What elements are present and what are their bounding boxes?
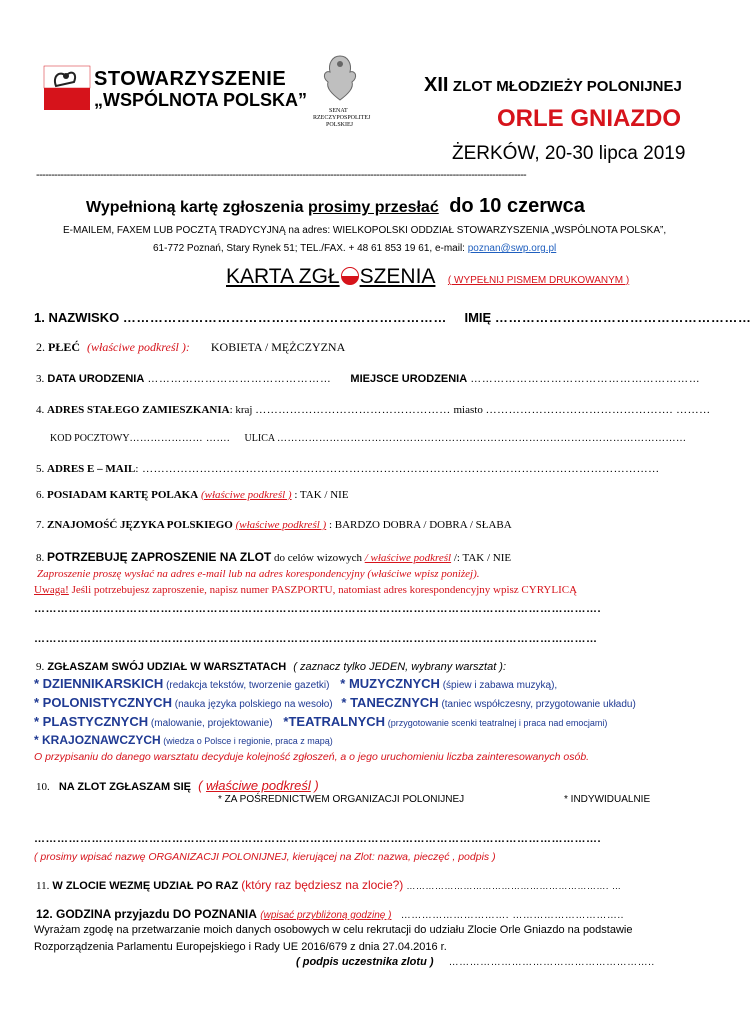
field-registration-row xyxy=(36,778,319,793)
workshop-option-dziennikarskie[interactable]: * DZIENNIKARSKICH (redakcja tekstów, tworzenie gazetki) xyxy=(34,676,330,691)
country-label: : kraj xyxy=(229,404,253,416)
workshop-desc: (przygotowanie scenki teatralnej i praca nad emocjami) xyxy=(387,718,608,728)
header-divider: ---------------------------------------------------------------------------------------------------------------------------------------------------------------- xyxy=(36,169,527,181)
field-gender-row xyxy=(36,340,345,355)
country-input[interactable]: …………………………………………… xyxy=(255,404,451,416)
workshop-option-row-3 xyxy=(34,714,607,729)
send-instruction xyxy=(86,195,585,218)
organization-note: ( prosimy wpisać nazwę ORGANIZACJI POLONIJNEJ, kierującej na Zlot: nazwa, pieczęć , podpis ) xyxy=(34,851,496,863)
registration-hint xyxy=(198,778,319,793)
invitation-input-2[interactable]: ………………………………………………………………………………………………………………………………… xyxy=(34,633,598,645)
field-times-row xyxy=(36,878,621,892)
address-num: 4. xyxy=(36,404,45,416)
field-arrival-row xyxy=(36,907,624,921)
street-label: ULICA xyxy=(244,433,275,444)
workshop-desc: (śpiew i zabawa muzyką), xyxy=(442,680,558,691)
workshop-option-krajoznawcze[interactable]: * KRAJOZNAWCZYCH (wiedza o Polsce i regionie, praca z mapą) xyxy=(34,733,333,747)
consent-line-1: Wyrażam zgodę na przetwarzanie moich danych osobowych w celu rekrutacji do udziału Zlocie Orle Gniazdo na podstawie xyxy=(34,924,633,936)
invitation-mid: do celów wizowych xyxy=(273,552,362,564)
workshop-name: PLASTYCZNYCH xyxy=(42,714,149,729)
form-title-note: ( WYPEŁNIJ PISMEM DRUKOWANYM ) xyxy=(447,275,630,286)
registration-num: 10. xyxy=(36,781,50,793)
birth-date-input[interactable]: ………………………………………… xyxy=(147,373,332,385)
city-input[interactable]: …………………………………………. ……… xyxy=(485,404,711,416)
field-surname-row xyxy=(34,310,751,325)
form-title-b: SZENIA xyxy=(359,265,436,288)
workshop-desc: (nauka języka polskiego na wesoło) xyxy=(174,699,333,710)
karta-label: POSIADAM KARTĘ POLAKA xyxy=(47,489,199,501)
field-postcode-row xyxy=(50,433,687,444)
form-title xyxy=(226,265,629,289)
times-num: 11. xyxy=(36,880,50,892)
gender-num: 2. xyxy=(36,340,45,354)
invitation-num: 8. xyxy=(36,552,45,564)
workshop-note: O przypisaniu do danego warsztatu decyduje kolejność zgłoszeń, a o jego uruchomieniu liczba zainteresowanych osób. xyxy=(34,751,590,763)
event-number: XII xyxy=(424,74,449,96)
gender-hint: (właściwe podkreśl ): xyxy=(87,340,190,354)
poland-flag-icon xyxy=(341,267,359,285)
invitation-note-1: Zaproszenie proszę wysłać na adres e-mail lub na adres korespondencyjny (właściwe wpisz poniżej). xyxy=(37,568,480,580)
workshop-option-muzyczne[interactable]: * MUZYCZNYCH (śpiew i zabawa muzyką), xyxy=(340,676,558,691)
surname-input[interactable]: ……………………………………………………………… xyxy=(122,310,447,325)
senate-eagle-icon xyxy=(318,52,362,104)
workshop-desc: (wiedza o Polsce i regionie, praca z mapą) xyxy=(163,736,333,746)
senate-text-1: SENAT xyxy=(329,108,348,114)
address-line-2-text: 61-772 Poznań, Stary Rynek 51; TEL./FAX. + 48 61 853 19 61, e-mail: xyxy=(153,243,465,254)
consent-line-2: Rozporządzenia Parlamentu Europejskiego i Rady UE 2016/679 z dnia 27.04.2016 r. xyxy=(34,941,447,953)
org-name-line2: „WSPÓLNOTA POLSKA” xyxy=(94,90,307,110)
gender-options[interactable]: KOBIETA / MĘŻCZYZNA xyxy=(210,340,346,354)
karta-num: 6. xyxy=(36,489,45,501)
org-name-line1: STOWARZYSZENIE xyxy=(94,68,287,90)
address-line-2 xyxy=(153,243,556,254)
karta-options[interactable]: : TAK / NIE xyxy=(294,489,349,501)
hint-close: ) xyxy=(310,778,319,793)
workshop-name: POLONISTYCZNYCH xyxy=(42,695,172,710)
workshop-num: 9. xyxy=(36,661,45,673)
birth-date-label: DATA URODZENIA xyxy=(47,373,145,385)
invitation-hint: / właściwe podkreśl xyxy=(364,552,452,564)
email-input[interactable]: : ……………………………………………………………………………………………………………………… xyxy=(135,463,660,475)
birth-num: 3. xyxy=(36,373,45,385)
workshop-desc: (taniec współczesny, przygotowanie układu) xyxy=(441,699,636,710)
karta-hint: (właściwe podkreśl ) xyxy=(200,489,292,501)
workshop-name: TANECZNYCH xyxy=(350,695,439,710)
senate-text-2: RZECZYPOSPOLITEJ xyxy=(313,115,371,121)
times-hint: (który raz będziesz na zlocie?) xyxy=(241,878,404,892)
invitation-options[interactable]: /: TAK / NIE xyxy=(453,552,512,564)
language-options[interactable]: : BARDZO DOBRA / DOBRA / SŁABA xyxy=(328,519,512,531)
email-label: ADRES E – MAIL xyxy=(47,463,136,475)
organization-input[interactable]: …………………………………………………………………………………………………………………………………. xyxy=(34,833,602,845)
workshop-option-polonistyczne[interactable]: * POLONISTYCZNYCH (nauka języka polskiego na wesoło) xyxy=(34,695,333,710)
workshop-option-row-2 xyxy=(34,695,636,710)
field-karta-polaka-row xyxy=(36,489,349,501)
workshop-hint: ( zaznacz tylko JEDEN, wybrany warsztat ): xyxy=(293,661,507,673)
email-num: 5. xyxy=(36,463,45,475)
registration-label: NA ZLOT ZGŁASZAM SIĘ xyxy=(58,781,192,793)
swp-logo-icon xyxy=(44,66,90,110)
workshop-option-taneczne[interactable]: * TANECZNYCH (taniec współczesny, przygotowanie układu) xyxy=(341,695,636,710)
birth-place-label: MIEJSCE URODZENIA xyxy=(350,373,468,385)
field-email-row xyxy=(36,463,660,475)
street-input[interactable]: ……………………………………………………………………………………………………… xyxy=(277,433,687,444)
workshop-name: KRAJOZNAWCZYCH xyxy=(42,733,161,747)
language-hint: (właściwe podkreśl ) xyxy=(235,519,327,531)
event-title xyxy=(424,74,682,97)
email-link[interactable]: poznan@swp.org.pl xyxy=(467,243,557,254)
city-label: miasto xyxy=(453,404,483,416)
workshop-label: ZGŁASZAM SWÓJ UDZIAŁ W WARSZTATACH xyxy=(47,661,287,673)
event-title-text: ZLOT MŁODZIEŻY POLONIJNEJ xyxy=(452,78,682,95)
arrival-input[interactable]: …………………………. ………………………….. xyxy=(400,910,624,921)
address-line-1: E-MAILEM, FAXEM LUB POCZTĄ TRADYCYJNĄ na adres: WIELKOPOLSKI ODDZIAŁ STOWARZYSZENIA „WSPÓLNOTA POLSKA”, xyxy=(63,225,667,236)
workshop-desc: (redakcja tekstów, tworzenie gazetki) xyxy=(166,680,330,691)
senate-text-3: POLSKIEJ xyxy=(326,122,354,128)
invitation-note-2 xyxy=(34,584,577,596)
signature-label: ( podpis uczestnika zlotu ) xyxy=(296,956,434,968)
field-birth-row xyxy=(36,373,700,385)
workshop-name: TEATRALNYCH xyxy=(288,714,386,729)
signature-row xyxy=(296,956,655,968)
workshop-option-teatralne[interactable]: *TEATRALNYCH (przygotowanie scenki teatralnej i praca nad emocjami) xyxy=(283,714,608,729)
arrival-label: 12. GODZINA przyjazdu DO POZNANIA xyxy=(36,907,257,921)
event-name: ORLE GNIAZDO xyxy=(497,105,681,132)
times-label: W ZLOCIE WEZMĘ UDZIAŁ PO RAZ xyxy=(52,880,239,892)
uwaga-label: Uwaga! xyxy=(34,584,69,596)
address-label: ADRES STAŁEGO ZAMIESZKANIA xyxy=(47,404,230,416)
workshop-desc: (malowanie, projektowanie) xyxy=(150,718,273,729)
birth-place-input[interactable]: …………………………………………………… xyxy=(470,373,701,385)
name-input[interactable]: ………………………………………………… xyxy=(494,310,751,325)
workshop-option-plastyczne[interactable]: * PLASTYCZNYCH (malowanie, projektowanie) xyxy=(34,714,273,729)
invitation-label: POTRZEBUJĘ ZAPROSZENIE NA ZLOT xyxy=(47,550,272,564)
surname-label: 1. NAZWISKO xyxy=(34,310,120,325)
workshop-option-row-1 xyxy=(34,676,557,691)
field-language-row xyxy=(36,519,512,531)
language-num: 7. xyxy=(36,519,45,531)
workshop-option-row-4 xyxy=(34,733,333,747)
hint-open: ( xyxy=(198,778,207,793)
registration-option-org[interactable]: * ZA POŚREDNICTWEM ORGANIZACJI POLONIJNEJ xyxy=(218,794,465,805)
send-mid: prosimy przesłać xyxy=(308,199,439,216)
hint-text: właściwe podkreśl xyxy=(206,778,311,793)
field-workshop-row xyxy=(36,661,506,673)
invitation-input-1[interactable]: …………………………………………………………………………………………………………………………………. xyxy=(34,603,602,615)
postcode-input[interactable]: ………………… ……. xyxy=(129,433,231,444)
workshop-name: DZIENNIKARSKICH xyxy=(42,676,164,691)
send-prefix: Wypełnioną kartę zgłoszenia xyxy=(86,199,304,216)
language-label: ZNAJOMOŚĆ JĘZYKA POLSKIEGO xyxy=(47,519,233,531)
uwaga-text: Jeśli potrzebujesz zaproszenie, napisz numer PASZPORTU, natomiast adres korespondencyjny wpisz CYRYLICĄ xyxy=(68,584,578,596)
arrival-hint: (wpisać przybliżoną godzinę ) xyxy=(260,910,392,921)
field-address-row xyxy=(36,404,711,416)
times-input[interactable]: ………………………………………………………. … xyxy=(406,881,622,891)
event-place-date: ŻERKÓW, 20-30 lipca 2019 xyxy=(452,143,686,164)
registration-option-individual[interactable]: * INDYWIDUALNIE xyxy=(564,794,651,805)
gender-label: PŁEĆ xyxy=(48,340,81,354)
send-deadline: do 10 czerwca xyxy=(449,195,585,217)
workshop-name: MUZYCZNYCH xyxy=(348,676,440,691)
postcode-label: KOD POCZTOWY xyxy=(50,433,130,444)
field-invitation-row xyxy=(36,550,511,564)
form-title-a: KARTA ZGŁ xyxy=(226,265,340,288)
name-label: IMIĘ xyxy=(464,310,492,325)
signature-input[interactable]: ………………………………………………….. xyxy=(448,957,655,968)
